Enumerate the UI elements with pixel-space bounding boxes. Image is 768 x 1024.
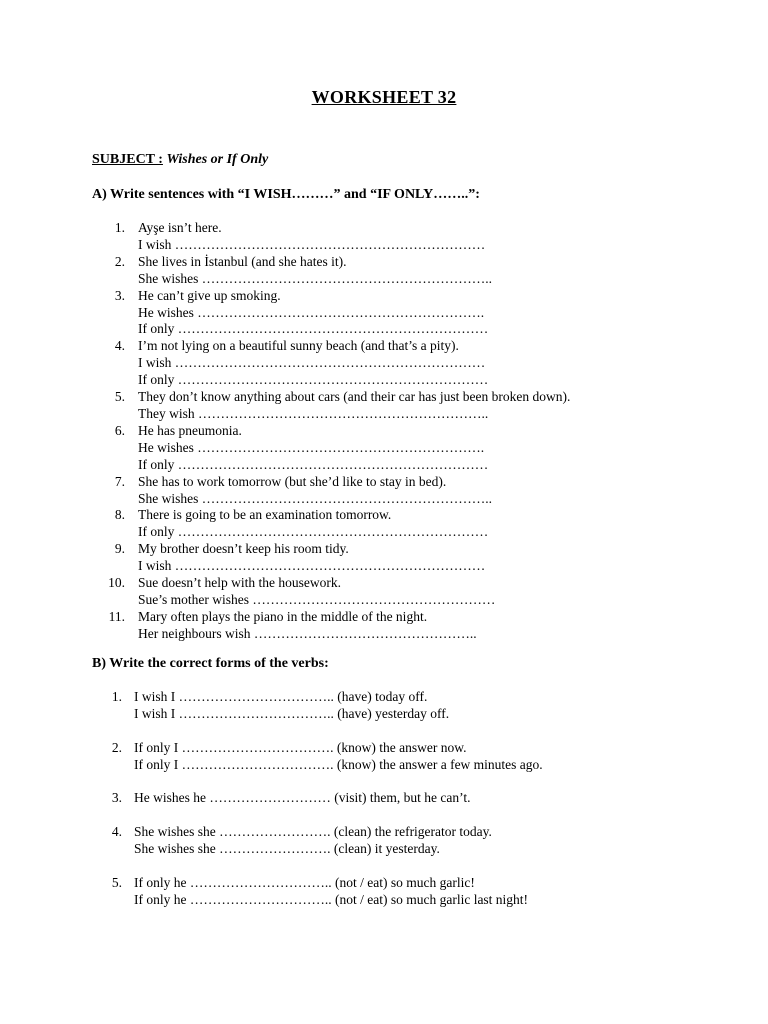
list-item <box>0 288 768 339</box>
item-line: He wishes ………………………………………………………. <box>138 439 485 455</box>
section-a-heading: A) Write sentences with “I WISH………” and “IF ONLY……..”: <box>92 187 480 202</box>
item-line: I wish …………………………………………………………… <box>138 236 486 252</box>
item-number: 6. <box>114 422 125 438</box>
item-line: They wish ……………………………………………………….. <box>138 405 489 421</box>
list-item <box>0 689 768 723</box>
item-line: Her neighbours wish ………………………………………….. <box>138 625 477 641</box>
item-number: 4. <box>111 824 122 840</box>
item-line: I wish I …………………………….. (have) today off. <box>134 689 428 704</box>
item-number: 2. <box>111 739 122 755</box>
list-item <box>0 389 768 423</box>
subject-line <box>92 152 268 168</box>
item-line: If only he ………………………….. (not / eat) so much garlic last night! <box>134 891 529 907</box>
item-line: She has to work tomorrow (but she’d like to stay in bed). <box>138 473 447 489</box>
item-number: 2. <box>114 253 125 269</box>
item-line: If only …………………………………………………………… <box>138 456 489 472</box>
item-line: If only …………………………………………………………… <box>138 524 489 540</box>
list-item <box>0 423 768 474</box>
list-item <box>0 220 768 254</box>
item-line: If only …………………………………………………………… <box>138 321 489 337</box>
item-number: 5. <box>114 389 125 405</box>
item-number: 11. <box>108 608 125 624</box>
item-line: I wish …………………………………………………………… <box>138 355 486 371</box>
item-number: 5. <box>111 874 122 890</box>
item-line: If only he ………………………….. (not / eat) so much garlic! <box>134 874 475 890</box>
item-number: 9. <box>114 541 125 557</box>
list-item <box>0 541 768 575</box>
item-line: If only I ……………………………. (know) the answer now. <box>134 739 467 755</box>
item-line: I’m not lying on a beautiful sunny beach (and that’s a pity). <box>138 338 459 354</box>
item-line: He has pneumonia. <box>138 422 242 438</box>
item-number: 1. <box>111 689 122 704</box>
list-item <box>0 740 768 774</box>
item-line: He can’t give up smoking. <box>138 287 281 303</box>
section-b-list <box>0 689 768 926</box>
item-line: I wish I …………………………….. (have) yesterday off. <box>134 705 450 721</box>
item-number: 8. <box>114 507 125 523</box>
list-item <box>0 507 768 541</box>
item-number: 4. <box>114 338 125 354</box>
item-line: If only I ……………………………. (know) the answer a few minutes ago. <box>134 756 543 772</box>
item-line: She wishes ……………………………………………………….. <box>138 270 492 286</box>
item-line: They don’t know anything about cars (and their car has just been broken down). <box>138 389 571 405</box>
section-a-list <box>0 220 768 643</box>
list-item <box>0 575 768 609</box>
list-item <box>0 790 768 807</box>
item-line: My brother doesn’t keep his room tidy. <box>138 541 349 557</box>
item-line: He wishes ………………………………………………………. <box>138 304 485 320</box>
item-line: Sue’s mother wishes ……………………………………………… <box>138 591 496 607</box>
item-line: She lives in İstanbul (and she hates it). <box>138 253 347 269</box>
item-number: 3. <box>111 790 122 806</box>
item-line: Ayşe isn’t here. <box>138 220 222 235</box>
list-item <box>0 254 768 288</box>
item-line: She wishes she ……………………. (clean) the refrigerator today. <box>134 824 492 840</box>
list-item <box>0 474 768 508</box>
item-number: 7. <box>114 473 125 489</box>
item-number: 3. <box>114 287 125 303</box>
section-b-heading: B) Write the correct forms of the verbs: <box>92 656 329 671</box>
subject-value: Wishes or If Only <box>166 152 269 167</box>
item-line: If only …………………………………………………………… <box>138 372 489 388</box>
item-number: 1. <box>114 220 125 235</box>
item-number: 10. <box>108 575 125 591</box>
item-line: I wish …………………………………………………………… <box>138 558 486 574</box>
list-item <box>0 609 768 643</box>
item-line: She wishes she ……………………. (clean) it yesterday. <box>134 841 440 857</box>
item-line: Sue doesn’t help with the housework. <box>138 575 341 591</box>
list-item <box>0 875 768 909</box>
list-item <box>0 824 768 858</box>
item-line: She wishes ……………………………………………………….. <box>138 490 492 506</box>
subject-label: SUBJECT : <box>92 152 163 167</box>
item-line: He wishes he ……………………… (visit) them, but he can’t. <box>134 790 471 806</box>
list-item <box>0 338 768 389</box>
page-title: WORKSHEET 32 <box>311 87 457 107</box>
item-line: There is going to be an examination tomorrow. <box>138 507 392 523</box>
item-line: Mary often plays the piano in the middle of the night. <box>138 608 428 624</box>
